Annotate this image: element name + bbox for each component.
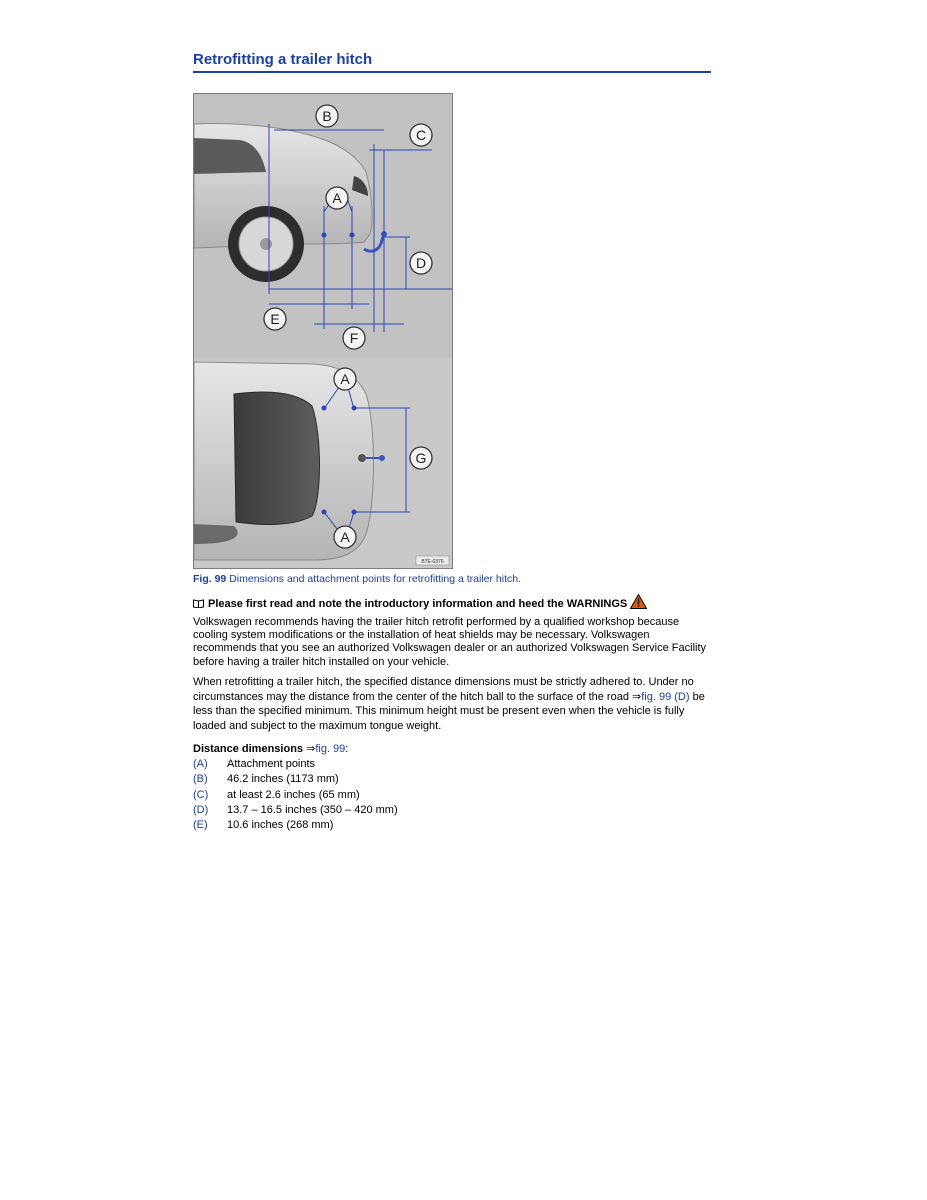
list-item-text: 10.6 inches (268 mm) — [227, 819, 334, 832]
list-item — [193, 772, 398, 787]
retrofit-text-a: When retrofitting a trailer hitch, the specified distance dimensions must be strictly adhered to. Under no circumstances may the distance from the center of the hitch ball to the surface of the road ⇒ — [193, 676, 694, 703]
list-item-text: Attachment points — [227, 758, 316, 770]
callout-label: C — [415, 127, 427, 143]
callout-label: E — [270, 311, 280, 327]
fig-99-link[interactable]: fig. 99 — [315, 743, 346, 755]
list-item-text: 46.2 inches (1173 mm) — [227, 773, 339, 786]
callout-label: B — [322, 108, 332, 124]
figure-code: B7E-0376 — [421, 559, 444, 565]
warning-icon — [630, 594, 647, 612]
list-item-key: (E) — [193, 819, 208, 832]
list-item — [193, 818, 398, 833]
section-title: Retrofitting a trailer hitch — [193, 51, 711, 73]
figure-caption-text: Dimensions and attachment points for retrofitting a trailer hitch. — [229, 573, 521, 585]
distance-heading — [193, 742, 348, 755]
callout-label: F — [349, 330, 359, 346]
figure-number: Fig. 99 — [193, 573, 227, 585]
retrofit-paragraph — [193, 675, 713, 733]
callout-label: A — [332, 190, 342, 206]
list-item-key: (D) — [193, 803, 209, 816]
book-icon — [193, 599, 204, 611]
distance-colon: : — [345, 743, 349, 755]
retrofit-text-b: be less than the specified minimum. This minimum height must be present even when the vehicle is fully loaded and subject to the maximum tongue weight. — [193, 690, 705, 732]
list-item-key: (B) — [193, 773, 208, 786]
callout-label: D — [415, 255, 427, 271]
callout-label: G — [415, 450, 427, 466]
distance-arrow: ⇒ — [303, 743, 316, 755]
list-item-text: 13.7 – 16.5 inches (350 – 420 mm) — [227, 803, 398, 816]
list-item — [193, 788, 398, 803]
distance-heading-text: Distance dimensions — [193, 743, 304, 755]
list-item-key: (A) — [193, 758, 208, 770]
warning-heading — [193, 594, 647, 612]
distance-list — [193, 757, 398, 833]
trailer-hitch-figure — [193, 93, 453, 569]
list-item-text: at least 2.6 inches (65 mm) — [227, 788, 360, 801]
rear-window — [234, 392, 320, 524]
warning-heading-text: Please first read and note the introductory information and heed the WARNINGS — [208, 598, 628, 610]
figure-caption — [193, 573, 521, 585]
callout-label: A — [340, 529, 350, 545]
fig-99-d-link[interactable]: fig. 99 (D) — [641, 690, 690, 703]
recommendation-paragraph: Volkswagen recommends having the trailer hitch retrofit performed by a qualified workshop because cooling system modifications or the installation of heat shields may be necessary. Volkswagen recommends that you see an authorized Volkswagen dealer or an authorized Volkswagen Service Facility before having a trailer hitch installed on your vehicle. — [193, 616, 707, 668]
callout-label: A — [340, 371, 350, 387]
list-item — [193, 757, 398, 772]
list-item-key: (C) — [193, 788, 209, 801]
list-item — [193, 803, 398, 818]
